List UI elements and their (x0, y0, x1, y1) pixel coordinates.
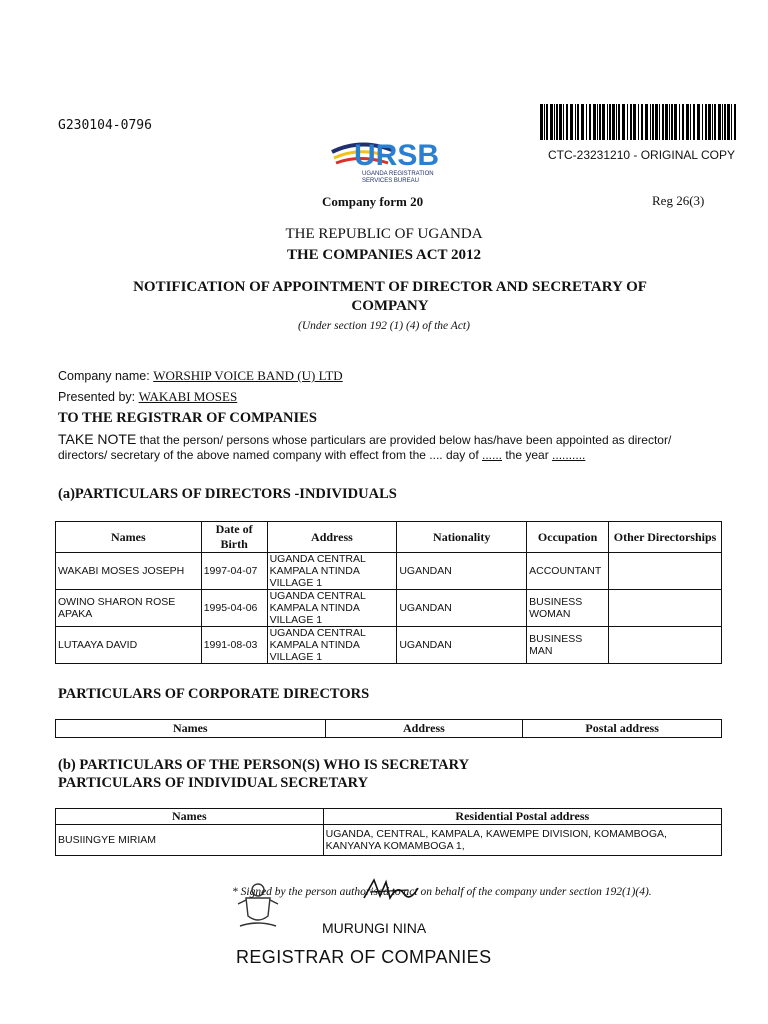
barcode-bar (674, 104, 677, 140)
header-names: Names (56, 522, 202, 553)
barcode-bar (630, 104, 632, 140)
barcode-bar (616, 104, 617, 140)
barcode-bar (662, 104, 664, 140)
ursb-logo (330, 130, 448, 192)
barcode-bar (612, 104, 615, 140)
barcode-bar (586, 104, 587, 140)
day-blank: ...... (481, 448, 502, 462)
corporate-directors-table (55, 719, 722, 738)
company-name-value: WORSHIP VOICE BAND (U) LTD (153, 368, 343, 383)
barcode-bar (731, 104, 732, 140)
barcode-bar (575, 104, 576, 140)
notification-title-line-1: NOTIFICATION OF APPOINTMENT OF DIRECTOR AND SECRETARY OF (133, 279, 647, 295)
director-name: OWINO SHARON ROSE APAKA (56, 590, 202, 627)
table-row (56, 825, 722, 856)
barcode-bar (655, 104, 658, 140)
directors-section-title: (a)PARTICULARS OF DIRECTORS -INDIVIDUALS (58, 486, 397, 502)
barcode-bar (693, 104, 695, 140)
director-other (609, 627, 722, 664)
barcode-bar (609, 104, 611, 140)
barcode-bar (577, 104, 579, 140)
barcode-bar (652, 104, 654, 140)
take-note-label: TAKE NOTE (58, 431, 137, 447)
year-blank: .......... (552, 448, 586, 462)
director-nationality: UGANDAN (397, 590, 527, 627)
header-nationality: Nationality (397, 522, 527, 553)
registrar-signature (360, 876, 420, 906)
company-name-line (58, 368, 343, 384)
barcode-bar (645, 104, 648, 140)
director-address: UGANDA CENTRAL KAMPALA NTINDA VILLAGE 1 (267, 553, 397, 590)
corporate-directors-title: PARTICULARS OF CORPORATE DIRECTORS (58, 686, 370, 702)
corporate-header-postal: Postal address (523, 720, 722, 738)
barcode-bar (686, 104, 689, 140)
barcode-bar (665, 104, 668, 140)
barcode-bar (550, 104, 553, 140)
corporate-header-address: Address (325, 720, 523, 738)
barcode-bar (554, 104, 555, 140)
barcode-bar (659, 104, 660, 140)
director-name: LUTAAYA DAVID (56, 627, 202, 664)
barcode-bar (712, 104, 713, 140)
barcode-bar (724, 104, 726, 140)
registrar-title: REGISTRAR OF COMPANIES (236, 947, 492, 967)
barcode-bar (638, 104, 639, 140)
form-number: Company form 20 (322, 194, 424, 209)
header-date-of-birth: Date of Birth (201, 522, 267, 553)
barcode-bar (559, 104, 562, 140)
header-address: Address (267, 522, 397, 553)
director-dob: 1995-04-06 (201, 590, 267, 627)
barcode-bar (690, 104, 691, 140)
director-nationality: UGANDAN (397, 553, 527, 590)
barcode-bar (599, 104, 601, 140)
regulation-number: Reg 26(3) (652, 193, 705, 208)
table-row (56, 553, 722, 590)
barcode-bar (593, 104, 596, 140)
director-nationality: UGANDAN (397, 627, 527, 664)
barcode-bar (607, 104, 608, 140)
barcode-bar (563, 104, 564, 140)
header-occupation: Occupation (527, 522, 609, 553)
director-name: WAKABI MOSES JOSEPH (56, 553, 202, 590)
director-occupation: BUSINESS MAN (527, 627, 609, 664)
barcode-bar (641, 104, 643, 140)
take-note-paragraph (58, 432, 718, 463)
company-name-label: Company name: (58, 369, 154, 383)
directors-header-row (56, 522, 722, 553)
under-section-note: (Under section 192 (1) (4) of the Act) (298, 320, 470, 332)
barcode-bar (627, 104, 628, 140)
director-other (609, 590, 722, 627)
barcode-bar (540, 104, 543, 140)
barcode-bar (556, 104, 558, 140)
director-address: UGANDA CENTRAL KAMPALA NTINDA VILLAGE 1 (267, 627, 397, 664)
individual-secretary-title: PARTICULARS OF INDIVIDUAL SECRETARY (58, 775, 369, 791)
document-reference: G230104-0796 (58, 118, 152, 133)
logo-subtitle-2: SERVICES BUREAU (362, 178, 419, 184)
barcode (540, 104, 740, 140)
barcode-bar (722, 104, 723, 140)
barcode-bar (705, 104, 707, 140)
secretary-header-address: Residential Postal address (323, 809, 721, 825)
secretary-section-title: (b) PARTICULARS OF THE PERSON(S) WHO IS SECRETARY (58, 757, 470, 773)
notification-title (70, 278, 710, 316)
corporate-header-row (56, 720, 722, 738)
logo-wordmark: URSB (354, 139, 440, 172)
barcode-bar (714, 104, 716, 140)
presented-by-value: WAKABI MOSES (138, 389, 238, 404)
director-dob: 1991-08-03 (201, 627, 267, 664)
barcode-bar (544, 104, 545, 140)
secretary-name: BUSIINGYE MIRIAM (56, 825, 324, 856)
signature-note: * Signed by the person authorised to act on behalf of the company under section 192(1)(4). (232, 886, 652, 898)
barcode-bar (589, 104, 591, 140)
barcode-bar (734, 104, 736, 140)
secretary-header-row (56, 809, 722, 825)
to-registrar-heading: TO THE REGISTRAR OF COMPANIES (58, 410, 317, 426)
director-occupation: ACCOUNTANT (527, 553, 609, 590)
director-address: UGANDA CENTRAL KAMPALA NTINDA VILLAGE 1 (267, 590, 397, 627)
barcode-bar (597, 104, 598, 140)
barcode-bar (546, 104, 548, 140)
act-heading: THE COMPANIES ACT 2012 (286, 247, 482, 263)
director-dob: 1997-04-07 (201, 553, 267, 590)
barcode-bar (718, 104, 721, 140)
barcode-bar (566, 104, 568, 140)
presented-by-label: Presented by: (58, 390, 139, 404)
directors-table (55, 521, 722, 664)
barcode-bar (702, 104, 703, 140)
header-other-directorships: Other Directorships (609, 522, 722, 553)
barcode-bar (727, 104, 730, 140)
barcode-bar (581, 104, 584, 140)
secretary-address: UGANDA, CENTRAL, KAMPALA, KAWEMPE DIVISION, KOMAMBOGA, KANYANYA KOMAMBOGA 1, (323, 825, 721, 856)
barcode-bar (633, 104, 636, 140)
presented-by-line (58, 389, 237, 405)
corporate-header-names: Names (56, 720, 326, 738)
year-text: the year (502, 448, 553, 462)
barcode-bar (697, 104, 700, 140)
logo-subtitle-1: UGANDA REGISTRATION (362, 171, 434, 177)
signer-name: MURUNGI NINA (322, 920, 427, 936)
barcode-bar (570, 104, 573, 140)
barcode-bar (622, 104, 625, 140)
take-note-body: that the person/ persons whose particulars are provided below has/have been appointed as director/ directors/ secretary of the above named company with effect from the .... day of (58, 433, 672, 462)
barcode-bar (618, 104, 620, 140)
barcode-bar (650, 104, 651, 140)
director-occupation: BUSINESS WOMAN (527, 590, 609, 627)
table-row (56, 590, 722, 627)
barcode-bar (682, 104, 684, 140)
table-row (56, 627, 722, 664)
barcode-bar (671, 104, 673, 140)
republic-heading: THE REPUBLIC OF UGANDA (285, 226, 483, 242)
certified-copy-label: CTC-23231210 - ORIGINAL COPY (548, 148, 735, 162)
barcode-bar (669, 104, 670, 140)
barcode-bar (679, 104, 680, 140)
barcode-bar (602, 104, 605, 140)
director-other (609, 553, 722, 590)
ursb-logo-mark (330, 130, 448, 192)
notification-title-line-2: COMPANY (351, 298, 429, 314)
secretary-header-names: Names (56, 809, 324, 825)
secretary-table (55, 808, 722, 856)
barcode-bar (708, 104, 711, 140)
